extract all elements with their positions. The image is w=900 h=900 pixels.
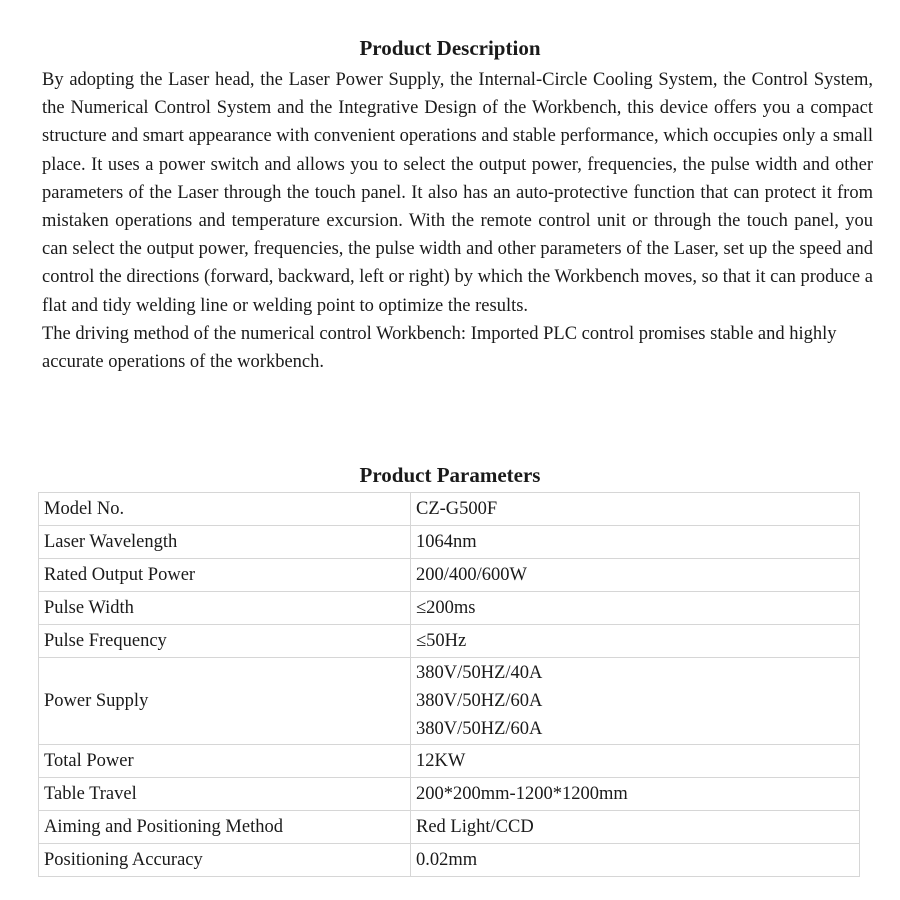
parameters-table [38,492,860,877]
param-value: 200*200mm-1200*1200mm [411,778,860,811]
table-row [39,844,860,877]
param-value-line: 380V/50HZ/60A [416,719,543,739]
param-value: 12KW [411,745,860,778]
table-row [39,658,860,745]
description-paragraph: By adopting the Laser head, the Laser Power Supply, the Internal-Circle Cooling System, the Control System, the Numerical Control System and the Integrative Design of the Workbench, this device offers you a compact structure and smart appearance with convenient operations and stable performance, which occupies only a small place. It uses a power switch and allows you to select the output power, frequencies, the pulse width and other parameters of the Laser through the touch panel. It also has an auto-protective function that can protect it from mistaken operations and temperature excursion. With the remote control unit or through the touch panel, you can select the output power, frequencies, the pulse width and other parameters of the Laser, set up the speed and control the directions (forward, backward, left or right) by which the Workbench moves, so that it can produce a flat and tidy welding line or welding point to optimize the results. [42,70,873,316]
param-value: 0.02mm [411,844,860,877]
param-label: Aiming and Positioning Method [39,811,411,844]
product-parameters-heading: Product Parameters [359,463,541,487]
param-label: Pulse Width [39,592,411,625]
param-label: Power Supply [39,658,411,745]
table-row [39,493,860,526]
table-row [39,745,860,778]
table-row [39,592,860,625]
product-description-heading: Product Description [359,36,541,60]
table-row [39,778,860,811]
param-value: ≤50Hz [411,625,860,658]
table-row [39,559,860,592]
param-label: Rated Output Power [39,559,411,592]
param-label: Table Travel [39,778,411,811]
param-label: Positioning Accuracy [39,844,411,877]
param-value-line: 380V/50HZ/40A [416,663,543,683]
table-row [39,625,860,658]
param-label: Model No. [39,493,411,526]
param-label: Pulse Frequency [39,625,411,658]
param-value: 200/400/600W [411,559,860,592]
param-value: 1064nm [411,526,860,559]
table-row [39,811,860,844]
param-value: ≤200ms [411,592,860,625]
description-paragraph: The driving method of the numerical control Workbench: Imported PLC control promises stable and highly accurate operations of the workbench. [42,323,837,373]
param-value: CZ-G500F [411,493,860,526]
param-value: Red Light/CCD [411,811,860,844]
param-value [411,658,860,745]
product-description-body [42,66,873,376]
param-label: Total Power [39,745,411,778]
param-label: Laser Wavelength [39,526,411,559]
table-row [39,526,860,559]
param-value-line: 380V/50HZ/60A [416,691,543,711]
